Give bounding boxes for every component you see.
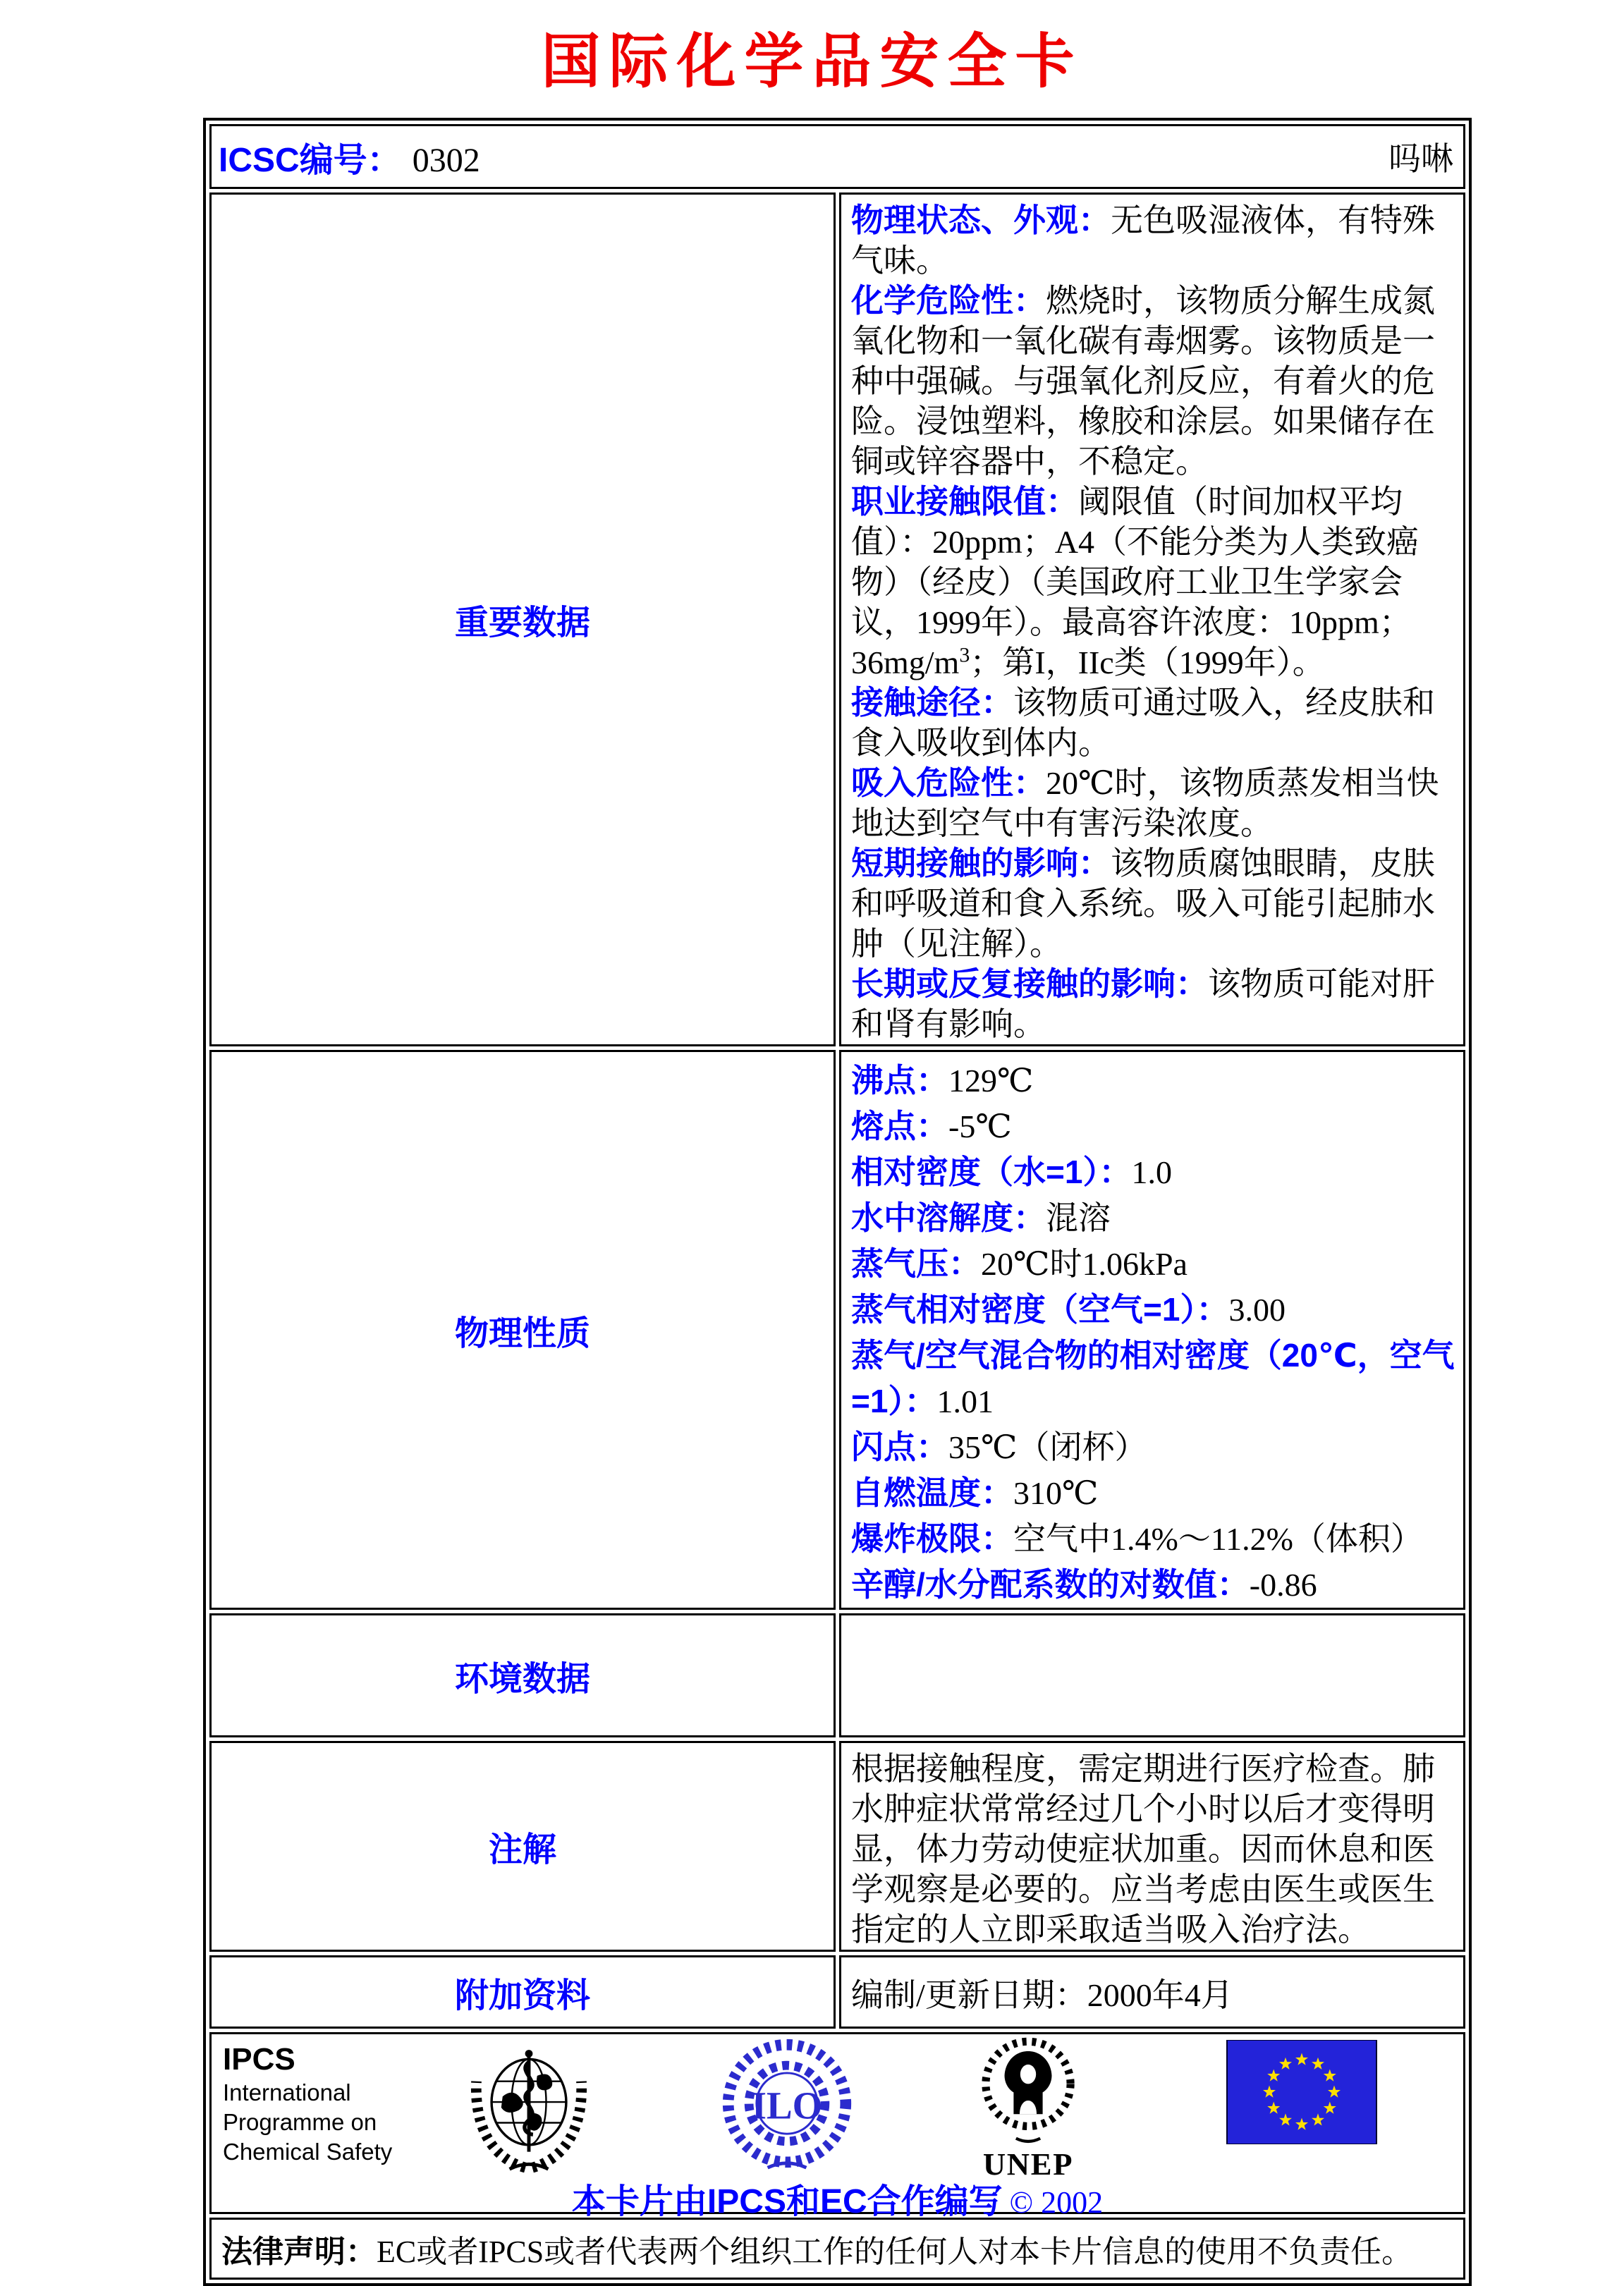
important-item-inhalation-risk: 吸入危险性：20℃时，该物质蒸发相当快地达到空气中有害污染浓度。 [851, 764, 1439, 841]
important-item-long-term-effects: 长期或反复接触的影响：该物质可能对肝和肾有影响。 [851, 965, 1435, 1042]
important-item-exposure-routes: 接触途径：该物质可通过吸入，经皮肤和食入吸收到体内。 [851, 684, 1435, 761]
important-item-short-term-effects: 短期接触的影响：该物质腐蚀眼睛，皮肤和呼吸道和食入系统。吸入可能引起肺水肿（见注解）。 [851, 845, 1435, 962]
row-physical-properties [209, 1050, 1465, 1610]
ilo-logo-icon [718, 2036, 856, 2174]
prop-vapor-pressure: 蒸气压：20℃时1.06kPa [851, 1245, 1188, 1282]
chemical-name: 吗啉 [1388, 141, 1453, 177]
section-label-notes: 注解 [209, 1741, 836, 1952]
svg-text:UNEP: UNEP [982, 2146, 1074, 2180]
icsc-number-value: 0302 [412, 141, 480, 179]
prop-flash-point: 闪点：35℃（闭杯） [851, 1429, 1147, 1465]
row-environmental-data [209, 1613, 1465, 1737]
section-label-environmental-data: 环境数据 [209, 1613, 836, 1737]
prop-explosive-limits: 爆炸极限：空气中1.4%～11.2%（体积） [851, 1520, 1423, 1557]
notes-content: 根据接触程度，需定期进行医疗检查。肺水肿症状常常经过几个小时以后才变得明显，体力劳动使症状加重。因而休息和医学观察是必要的。应当考虑由医生或医生指定的人立即采取适当吸入治疗法。 [839, 1741, 1465, 1952]
page-title: 国际化学品安全卡 [541, 26, 1083, 96]
important-item-chemical-danger: 化学危险性：燃烧时，该物质分解生成氮氧化物和一氧化碳有毒烟雾。该物质是一种中强碱。与强氧化剂反应，有着火的危险。浸蚀塑料，橡胶和涂层。如果储存在铜或锌容器中，不稳定。 [851, 282, 1435, 479]
row-logos [209, 2032, 1465, 2214]
icsc-number-group [219, 133, 480, 181]
important-data-content [839, 192, 1465, 1046]
icsc-number-label: ICSC编号： [219, 141, 401, 179]
prop-melting-point: 熔点：-5℃ [851, 1108, 1012, 1144]
physical-properties-content [839, 1050, 1465, 1610]
legal-cell [209, 2218, 1465, 2280]
section-label-physical-properties: 物理性质 [209, 1050, 836, 1610]
icsc-card-table [203, 118, 1472, 2286]
environmental-data-content [839, 1613, 1465, 1737]
additional-info-content: 编制/更新日期：2000年4月 [839, 1955, 1465, 2029]
who-logo-icon [460, 2036, 598, 2174]
row-additional-info [209, 1955, 1465, 2029]
ipcs-title: IPCS [223, 2042, 295, 2077]
cooperation-caption: 本卡片由IPCS和EC合作编写 © 2002 [571, 2183, 1104, 2220]
prop-water-solubility: 水中溶解度：混溶 [851, 1199, 1111, 1236]
row-notes [209, 1741, 1465, 1952]
prop-octanol-water-partition: 辛醇/水分配系数的对数值：-0.86 [851, 1566, 1317, 1603]
row-icsc-number [209, 124, 1465, 189]
icsc-number-cell [209, 124, 1465, 189]
prop-boiling-point: 沸点：129℃ [851, 1062, 1034, 1099]
ipcs-text-block: IPCS International Programme on Chemical Safety [223, 2042, 393, 2165]
row-important-data [209, 192, 1465, 1046]
prop-vapor-air-mixture-density: 蒸气/空气混合物的相对密度（20℃，空气=1）：1.01 [851, 1337, 1455, 1419]
unep-logo-icon [967, 2034, 1089, 2180]
copyright-year: © 2002 [1009, 2185, 1104, 2220]
prop-relative-density: 相对密度（水=1）：1.0 [851, 1154, 1172, 1190]
prop-autoignition-temperature: 自燃温度：310℃ [851, 1474, 1099, 1511]
section-label-additional-info: 附加资料 [209, 1955, 836, 2029]
svg-text:ILO: ILO [751, 2084, 823, 2127]
row-legal [209, 2218, 1465, 2280]
prop-vapor-relative-density: 蒸气相对密度（空气=1）：3.00 [851, 1291, 1286, 1328]
legal-label: 法律声明： [221, 2235, 377, 2269]
eu-flag-icon [1226, 2040, 1378, 2144]
section-label-important-data: 重要数据 [209, 192, 836, 1046]
important-item-physical-state: 物理状态、外观：无色吸湿液体，有特殊气味。 [851, 202, 1435, 279]
logos-cell [209, 2032, 1465, 2220]
important-item-exposure-limits: 职业接触限值：阈限值（时间加权平均值）：20ppm；A4（不能分类为人类致癌物）（经皮）（美国政府工业卫生学家会议，1999年）。最高容许浓度：10ppm；$36mg/m^3$；第I，IIc类（1999年）。 [851, 483, 1419, 680]
superscript-3: 3 [959, 643, 970, 667]
legal-text: EC或者IPCS或者代表两个组织工作的任何人对本卡片信息的使用不负责任。 [377, 2235, 1413, 2269]
